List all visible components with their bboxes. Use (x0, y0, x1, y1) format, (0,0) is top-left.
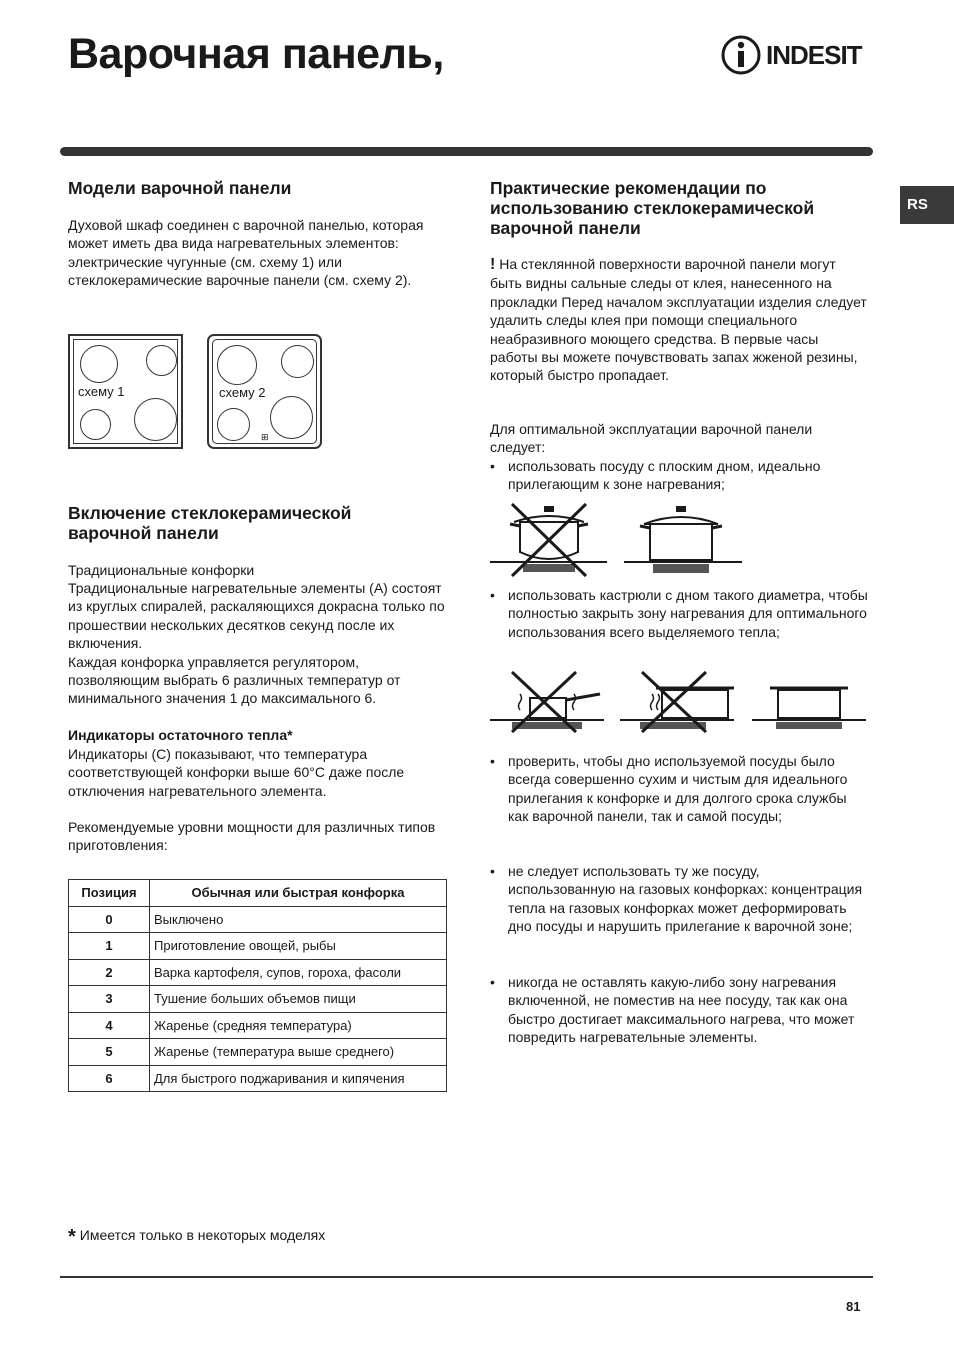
footnote (68, 1226, 325, 1249)
burner-ring (217, 345, 257, 385)
models-text: Духовой шкаф соединен с варочной панелью, которая может иметь два вида нагревательных элементов: электрические чугунные (см. схему 1) или стеклокерамические варочные панели (см. схему 2). (68, 217, 424, 289)
table-cell-usage: Для быстрого поджаривания и кипячения (150, 1065, 447, 1092)
brand-wordmark: INDESIT (766, 40, 862, 70)
tips-intro: Для оптимальной эксплуатации варочной панели следует: (490, 421, 813, 456)
indicator-icon: ⊞ (261, 432, 269, 442)
pot-diameter-illustration (490, 666, 868, 736)
table-cell-usage: Выключено (150, 906, 447, 933)
burner-ring (134, 398, 177, 441)
table-row (69, 906, 447, 933)
hob-diagram-2 (207, 334, 322, 449)
bullet-mark: • (490, 974, 495, 990)
indicators-heading: Индикаторы остаточного тепла* (68, 727, 293, 743)
header-divider (60, 147, 873, 156)
bullet-mark: • (490, 753, 495, 769)
burner-ring (217, 408, 250, 441)
burner-ring (270, 396, 313, 439)
small-pot-wrong-figure (490, 672, 604, 732)
table-cell-position: 3 (69, 986, 150, 1013)
bullet-mark: • (490, 587, 495, 603)
models-heading: Модели варочной панели (68, 178, 292, 198)
correct-pot-figure (624, 506, 742, 573)
levels-text: Рекомендуемые уровни мощности для различных типов приготовления: (68, 819, 436, 854)
table-row (69, 959, 447, 986)
table-cell-usage: Жаренье (средняя температура) (150, 1012, 447, 1039)
table-row (69, 986, 447, 1013)
table-header-position: Позиция (69, 880, 150, 907)
warning-text: На стеклянной поверхности варочной панели могут быть видны сальные следы от клея, нанесенного на прокладки Перед началом эксплуатации изделия следует удалить следы клея при помощи специального неабразивного моющего средства. В первые часы работы вы можете почувствовать запах жженой резины, который быстро пропадает. (490, 256, 867, 384)
tips-heading: Практические рекомендации по использованию стеклокерамической варочной панели (490, 178, 815, 238)
warning-mark: ! (490, 256, 496, 273)
table-cell-position: 1 (69, 933, 150, 960)
hob-diagram-1 (68, 334, 183, 449)
bullet-mark: • (490, 863, 495, 879)
table-cell-usage: Жаренье (температура выше среднего) (150, 1039, 447, 1066)
tip-text: не следует использовать ту же посуду, использованную на газовых конфорках: концентрация тепла на газовых конфорках может деформировать дно посуды и нарушить прилегание к варочной зоне; (508, 863, 863, 935)
tip-text: использовать посуду с плоским дном, идеально прилегающим к зоне нагревания; (508, 458, 821, 493)
burner-ring (146, 345, 177, 376)
diagram-1-label: схему 1 (78, 384, 125, 399)
traditional-text: Традициональные нагревательные элементы (А) состоят из круглых спиралей, раскаляющихся докрасна только по прошествии нескольких десятков секунд после их включения. Каждая конфорка управляется регулятором, позволяющим выбрать 6 различных температур от минимального значения 1 до максимального 6. (68, 580, 445, 707)
language-tab: RS (900, 186, 954, 224)
tip-text: использовать кастрюли с дном такого диаметра, чтобы полностью закрыть зону нагревания для оптимального использования всего выделяемого тепла; (508, 587, 868, 640)
burner-ring (80, 409, 111, 440)
offset-pot-wrong-figure (620, 672, 734, 732)
page-title: Варочная панель, (68, 30, 444, 78)
table-cell-usage: Варка картофеля, супов, гороха, фасоли (150, 959, 447, 986)
switching-heading: Включение стеклокерамической варочной панели (68, 503, 352, 543)
table-cell-position: 5 (69, 1039, 150, 1066)
footer-divider (60, 1276, 873, 1278)
footnote-text: Имеется только в некоторых моделях (79, 1227, 326, 1243)
table-cell-usage: Приготовление овощей, рыбы (150, 933, 447, 960)
tip-text: проверить, чтобы дно используемой посуды было всегда совершенно сухим и чистым для идеального прилегания к конфорке и для долгого срока службы как варочной панели, так и самой посуды; (508, 753, 848, 825)
table-row (69, 1039, 447, 1066)
diagram-2-label: схему 2 (219, 385, 266, 400)
warning-block (490, 255, 868, 385)
matching-pot-correct-figure (752, 688, 866, 729)
table-cell-position: 2 (69, 959, 150, 986)
flat-bottom-illustration (490, 500, 746, 580)
burner-ring (80, 345, 118, 383)
table-header-row (69, 880, 447, 907)
table-row (69, 1012, 447, 1039)
table-cell-position: 6 (69, 1065, 150, 1092)
footnote-mark: * (68, 1226, 76, 1248)
table-cell-position: 4 (69, 1012, 150, 1039)
wrong-pot-figure (490, 504, 607, 576)
traditional-subheading: Традициональные конфорки (68, 562, 255, 578)
table-row (69, 933, 447, 960)
indesit-logo (720, 32, 880, 78)
page-number: 81 (846, 1299, 861, 1314)
tip-text: никогда не оставлять какую-либо зону нагревания включенной, не поместив на нее посуду, так как она быстро достигает максимального нагрева, что может повредить нагревательные элементы. (508, 974, 855, 1046)
bullet-mark: • (490, 458, 495, 474)
table-row (69, 1065, 447, 1092)
table-cell-usage: Тушение больших объемов пищи (150, 986, 447, 1013)
burner-ring (281, 345, 314, 378)
power-levels-table (68, 879, 447, 1092)
indicators-text: Индикаторы (С) показывают, что температура соответствующей конфорки выше 60°С даже после отключения нагревательного элемента. (68, 746, 405, 799)
table-header-burner: Обычная или быстрая конфорка (150, 880, 447, 907)
table-cell-position: 0 (69, 906, 150, 933)
